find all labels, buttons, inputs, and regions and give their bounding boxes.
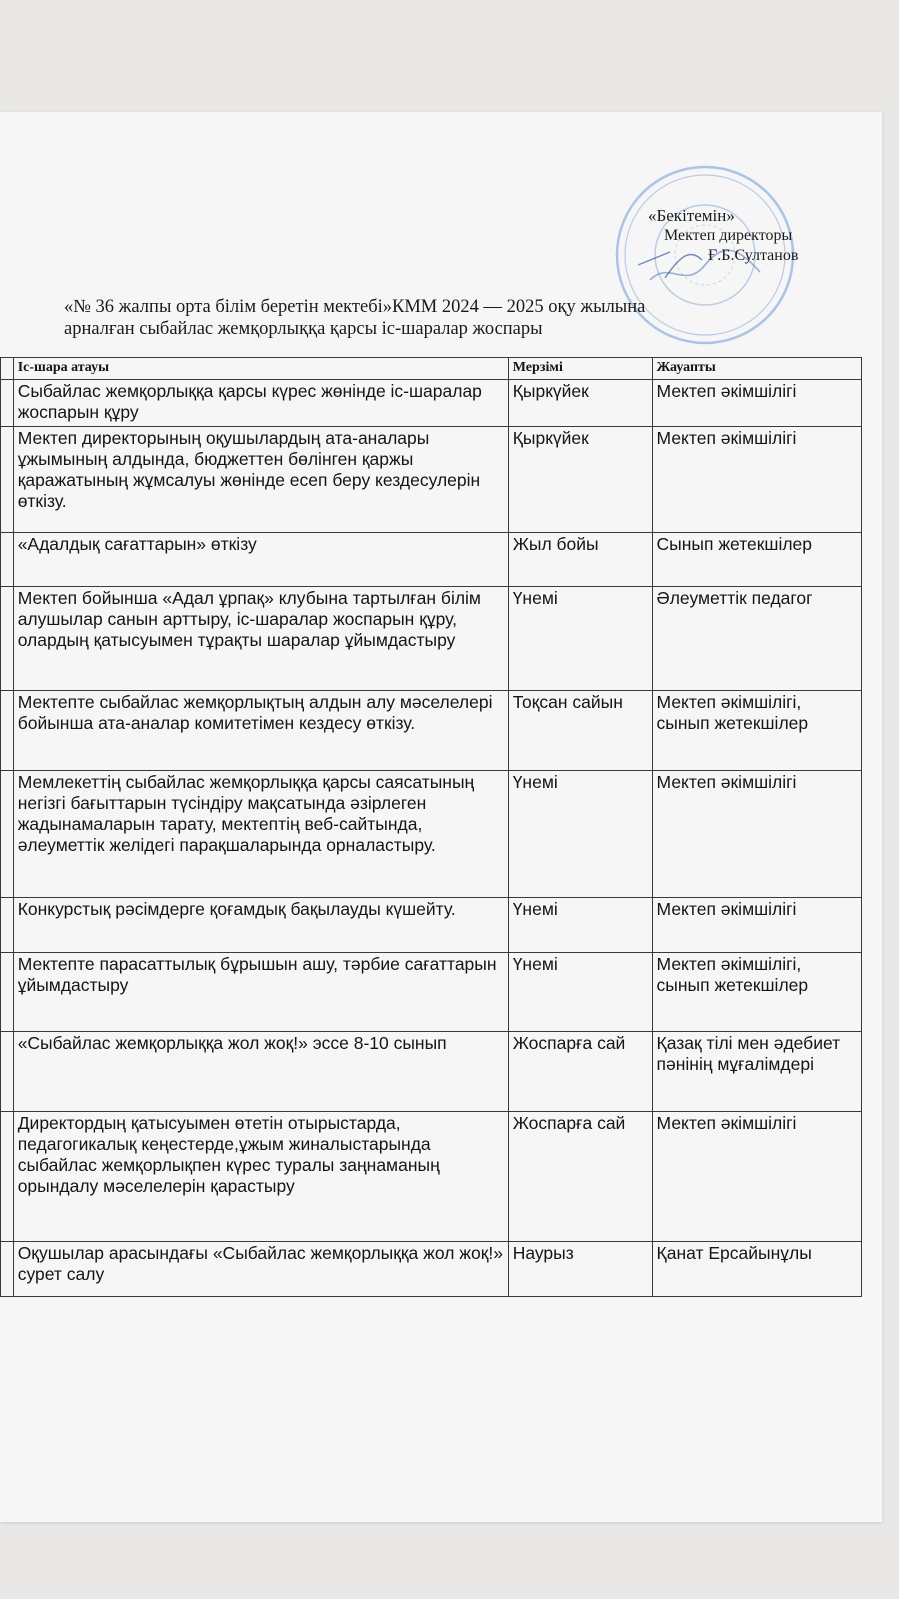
responsible-cell: Қазақ тілі мен әдебиет пәнінің мұғалімдері bbox=[652, 1032, 861, 1112]
row-number-cell bbox=[1, 533, 14, 587]
term-cell: Үнемі bbox=[508, 898, 652, 953]
events-table bbox=[0, 357, 862, 1297]
term-cell: Қыркүйек bbox=[508, 427, 652, 533]
event-cell: Сыбайлас жемқорлыққа қарсы күрес жөнінде іс-шаралар жоспарын құру bbox=[13, 380, 508, 427]
table-row bbox=[1, 771, 862, 898]
term-cell: Үнемі bbox=[508, 953, 652, 1032]
event-cell: Мектепте парасаттылық бұрышын ашу, тәрбие сағаттарын ұйымдастыру bbox=[13, 953, 508, 1032]
document-title-line-1: «№ 36 жалпы орта білім беретін мектебі»КММ 2024 — 2025 оқу жылына bbox=[64, 297, 646, 317]
row-number-cell bbox=[1, 691, 14, 771]
row-number-cell bbox=[1, 587, 14, 691]
event-cell: «Сыбайлас жемқорлыққа жол жоқ!» эссе 8-10 сынып bbox=[13, 1032, 508, 1112]
term-cell: Үнемі bbox=[508, 587, 652, 691]
event-cell: Мектепте сыбайлас жемқорлықтың алдын алу мәселелері бойынша ата-аналар комитетімен кездесу өткізу. bbox=[13, 691, 508, 771]
row-number-cell bbox=[1, 1032, 14, 1112]
term-cell: Тоқсан сайын bbox=[508, 691, 652, 771]
term-cell: Үнемі bbox=[508, 771, 652, 898]
table-header-row bbox=[1, 358, 862, 380]
responsible-cell: Мектеп әкімшілігі, сынып жетекшілер bbox=[652, 691, 861, 771]
table-row bbox=[1, 587, 862, 691]
responsible-cell: Мектеп әкімшілігі bbox=[652, 427, 861, 533]
table-row bbox=[1, 533, 862, 587]
event-cell: Конкурстық рәсімдерге қоғамдық бақылауды күшейту. bbox=[13, 898, 508, 953]
row-number-cell bbox=[1, 1242, 14, 1297]
row-number-cell bbox=[1, 771, 14, 898]
header-event: Іс-шара атауы bbox=[13, 358, 508, 380]
document-title-line-2: арналған сыбайлас жемқорлыққа қарсы іс-шаралар жоспары bbox=[64, 319, 543, 339]
row-number-cell bbox=[1, 898, 14, 953]
responsible-cell: Мектеп әкімшілігі bbox=[652, 380, 861, 427]
term-cell: Жоспарға сай bbox=[508, 1032, 652, 1112]
responsible-cell: Қанат Ерсайынұлы bbox=[652, 1242, 861, 1297]
table-row bbox=[1, 427, 862, 533]
row-number-cell bbox=[1, 1112, 14, 1242]
responsible-cell: Мектеп әкімшілігі bbox=[652, 898, 861, 953]
approval-signatory: Ғ.Б.Султанов bbox=[708, 247, 799, 264]
table-row bbox=[1, 953, 862, 1032]
row-number-cell bbox=[1, 427, 14, 533]
term-cell: Жыл бойы bbox=[508, 533, 652, 587]
table-row bbox=[1, 1032, 862, 1112]
approval-title: «Бекітемін» bbox=[648, 206, 735, 225]
table-row bbox=[1, 691, 862, 771]
event-cell: Мектеп директорының оқушылардың ата-аналары ұжымының алдында, бюджеттен бөлінген қаржы қаражатының жұмсалуы жөнінде есеп беру кездесулерін өткізу. bbox=[13, 427, 508, 533]
term-cell: Қыркүйек bbox=[508, 380, 652, 427]
row-number-header bbox=[1, 358, 14, 380]
table-row bbox=[1, 1112, 862, 1242]
header-responsible: Жауапты bbox=[652, 358, 861, 380]
table-row bbox=[1, 380, 862, 427]
event-cell: Мектеп бойынша «Адал ұрпақ» клубына тартылған білім алушылар санын арттыру, іс-шаралар жоспарын құру, олардың қатысуымен тұрақты шаралар ұйымдастыру bbox=[13, 587, 508, 691]
responsible-cell: Сынып жетекшілер bbox=[652, 533, 861, 587]
responsible-cell: Әлеуметтік педагог bbox=[652, 587, 861, 691]
row-number-cell bbox=[1, 953, 14, 1032]
responsible-cell: Мектеп әкімшілігі bbox=[652, 771, 861, 898]
event-cell: Директордың қатысуымен өтетін отырыстарда, педагогикалық кеңестерде,ұжым жиналыстарында сыбайлас жемқорлықпен күрес туралы заңнаманың орындалу мәселелерін қарастыру bbox=[13, 1112, 508, 1242]
table-row bbox=[1, 1242, 862, 1297]
term-cell: Жоспарға сай bbox=[508, 1112, 652, 1242]
header-term: Мерзімі bbox=[508, 358, 652, 380]
approval-block bbox=[648, 206, 798, 266]
table-row bbox=[1, 898, 862, 953]
event-cell: Оқушылар арасындағы «Сыбайлас жемқорлыққа жол жоқ!» сурет салу bbox=[13, 1242, 508, 1297]
term-cell: Наурыз bbox=[508, 1242, 652, 1297]
responsible-cell: Мектеп әкімшілігі, сынып жетекшілер bbox=[652, 953, 861, 1032]
event-cell: Мемлекеттің сыбайлас жемқорлыққа қарсы саясатының негізгі бағыттарын түсіндіру мақсатында әзірлеген жадынамаларын тарату, мектептің веб-сайтында, әлеуметтік желідегі парақшаларында орналастыру. bbox=[13, 771, 508, 898]
responsible-cell: Мектеп әкімшілігі bbox=[652, 1112, 861, 1242]
approval-position: Мектеп директоры bbox=[664, 227, 793, 244]
row-number-cell bbox=[1, 380, 14, 427]
document-title bbox=[64, 296, 844, 340]
event-cell: «Адалдық сағаттарын» өткізу bbox=[13, 533, 508, 587]
